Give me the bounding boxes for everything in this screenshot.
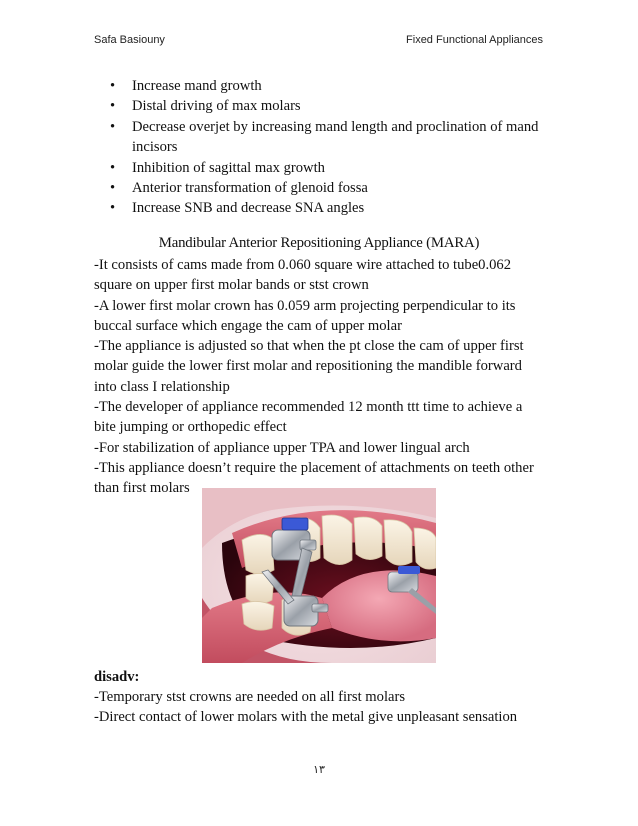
list-item: -Temporary stst crowns are needed on all first molars: [94, 689, 406, 705]
disadvantages-title: disadv:: [94, 669, 140, 685]
paragraph: -The developer of appliance recommended 12 month ttt time to achieve a bite jumping or orthopedic effect: [94, 399, 523, 436]
section-heading: Mandibular Anterior Repositioning Appliance (MARA): [158, 235, 480, 251]
bullet-icon: •: [110, 98, 116, 115]
list-item: • Anterior transformation of glenoid fossa: [108, 178, 548, 198]
effects-bullet-list: [108, 76, 548, 219]
list-item: • Decrease overjet by increasing mand length and proclination of mand incisors: [110, 118, 539, 156]
list-item: • Distal driving of max molars: [108, 96, 548, 116]
bullet-icon: •: [110, 159, 116, 176]
bullet-icon: •: [110, 118, 116, 135]
list-item: • Increase SNB and decrease SNA angles: [108, 198, 548, 218]
bullet-icon: •: [110, 180, 116, 197]
header-author: Safa Basiouny: [94, 34, 165, 46]
bullet-icon: •: [110, 78, 116, 94]
page-number: ١٣: [313, 763, 325, 776]
paragraph: -It consists of cams made from 0.060 square wire attached to tube0.062 square on upper first molar bands or stst crown: [94, 257, 512, 294]
disadvantages-list: [94, 687, 554, 728]
list-item: • Inhibition of sagittal max growth: [108, 158, 548, 178]
paragraph: -For stabilization of appliance upper TPA and lower lingual arch: [94, 439, 470, 456]
paragraph: -A lower first molar crown has 0.059 arm projecting perpendicular to its buccal surface which engage the cam of upper molar: [94, 297, 516, 334]
mara-appliance-illustration: [202, 488, 436, 663]
section-body: [94, 255, 544, 499]
paragraph: -This appliance doesn’t require the placement of attachments on teeth other than first molars: [94, 459, 534, 497]
dental-appliance-image: [202, 488, 436, 663]
list-item: • Increase mand growth: [108, 76, 548, 96]
paragraph: -The appliance is adjusted so that when the pt close the cam of upper first molar guide the lower first molar and repositioning the mandible forward into class I relationship: [94, 338, 524, 395]
bullet-icon: •: [110, 200, 116, 217]
page-header: [94, 34, 543, 50]
list-item: -Direct contact of lower molars with the metal give unpleasant sensation: [94, 709, 518, 726]
header-title: Fixed Functional Appliances: [406, 34, 543, 46]
